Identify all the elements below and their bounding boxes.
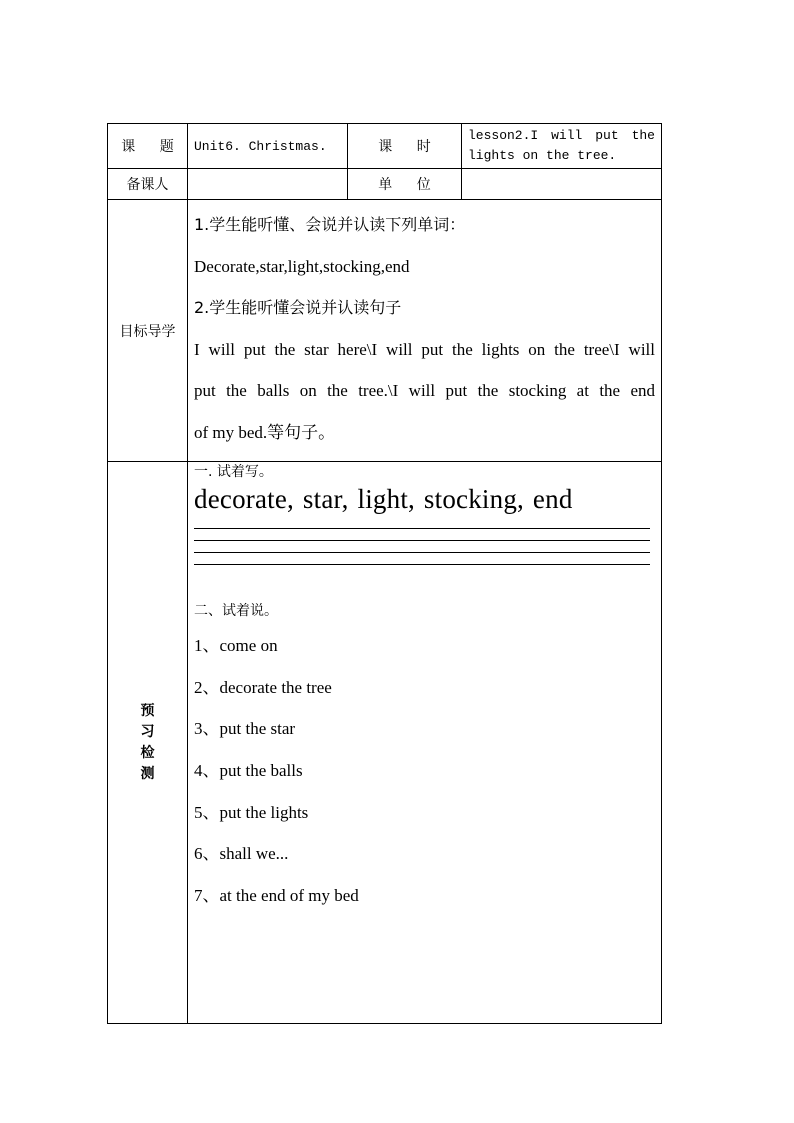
writing-line: [194, 564, 650, 565]
goal-words: Decorate,star,light,stocking,end: [194, 256, 410, 276]
preview-label-char: 习: [140, 723, 155, 740]
goals-label: 目标导学: [108, 200, 188, 462]
preparer-label: 备课人: [108, 169, 188, 200]
goal-sentence-line1: I will put the star here\I will put the lights on the tree\I will: [194, 339, 655, 359]
preview-row: [108, 462, 662, 1024]
period-value-line2: lights on the tree.: [468, 148, 617, 163]
writing-line: [194, 528, 650, 540]
section2-title: 二、试着说。: [194, 603, 278, 619]
period-value-line1: lesson2.I will put the: [468, 128, 655, 143]
writing-line: [194, 540, 650, 552]
writing-line: [194, 552, 650, 564]
list-item: 3、put the star: [194, 719, 296, 739]
preview-label-char: 检: [140, 744, 155, 761]
list-item: 5、put the lights: [194, 802, 309, 822]
period-label: 课 时: [348, 124, 462, 169]
preview-label-char: 预: [140, 702, 155, 719]
topic-label: 课 题: [108, 124, 188, 169]
preview-label: [108, 462, 188, 1024]
goals-row: [108, 200, 662, 462]
preparer-row: [108, 169, 662, 200]
goal-sentence-line3: of my bed.等句子。: [194, 422, 336, 442]
list-item: 1、come on: [194, 636, 278, 655]
writing-lines: [194, 528, 650, 565]
unit-value: [462, 169, 662, 200]
goal-sentence-line2: put the balls on the tree.\I will put the stocking at the end: [194, 381, 655, 400]
goal-item-1: 1.学生能听懂、会说并认读下列单词：: [194, 215, 466, 234]
goals-content: [188, 200, 662, 462]
write-words: decorate, star, light, stocking, end: [194, 484, 573, 514]
preview-label-char: 测: [140, 765, 155, 782]
list-item: 2、decorate the tree: [194, 677, 332, 697]
topic-row: [108, 124, 662, 169]
lesson-plan-table: [107, 123, 662, 1024]
unit-label: 单 位: [348, 169, 462, 200]
phrase-list: [194, 625, 655, 917]
period-value: [462, 124, 662, 169]
list-item: 4、put the balls: [194, 761, 303, 781]
list-item: 6、shall we...: [194, 844, 289, 864]
list-item: 7、at the end of my bed: [194, 886, 359, 906]
topic-value: Unit6. Christmas.: [188, 124, 348, 169]
preview-content: [188, 462, 662, 1024]
goal-item-2: 2.学生能听懂会说并认读句子: [194, 298, 402, 317]
section1-title: 一. 试着写。: [194, 464, 273, 480]
preparer-value: [188, 169, 348, 200]
